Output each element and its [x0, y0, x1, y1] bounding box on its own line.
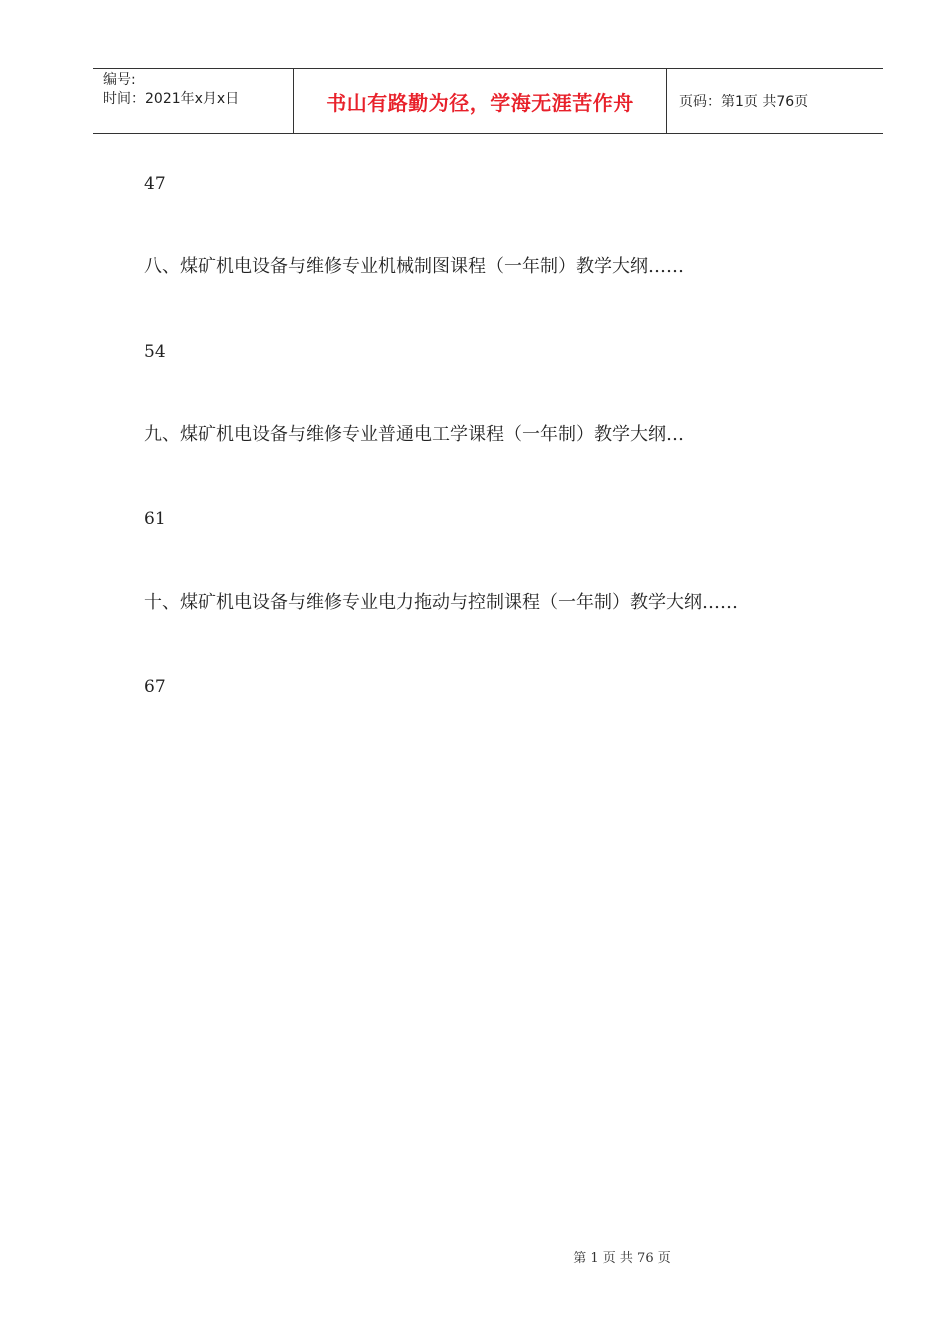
toc-page-number: 67	[144, 677, 166, 697]
footer-page-text: 第 1 页 共 76 页	[573, 1251, 671, 1266]
toc-entry-9: 九、煤矿机电设备与维修专业普通电工学课程（一年制）教学大纲…	[144, 424, 684, 445]
page-footer	[0, 1247, 950, 1266]
toc-page-number: 61	[144, 509, 166, 529]
header-page-info: 页码：第1页 共76页	[679, 94, 809, 110]
serial-label: 编号:	[103, 72, 136, 88]
header-meta	[93, 69, 294, 133]
header-motto: 书山有路勤为径，学海无涯苦作舟	[294, 69, 667, 133]
toc-entry-10: 十、煤矿机电设备与维修专业电力拖动与控制课程（一年制）教学大纲……	[144, 592, 738, 613]
toc-page-number: 47	[144, 174, 166, 194]
toc-page-number: 54	[144, 342, 166, 362]
page-header	[93, 68, 883, 134]
toc-entry-8: 八、煤矿机电设备与维修专业机械制图课程（一年制）教学大纲……	[144, 256, 684, 277]
date-label: 时间：2021年x月x日	[103, 91, 240, 107]
